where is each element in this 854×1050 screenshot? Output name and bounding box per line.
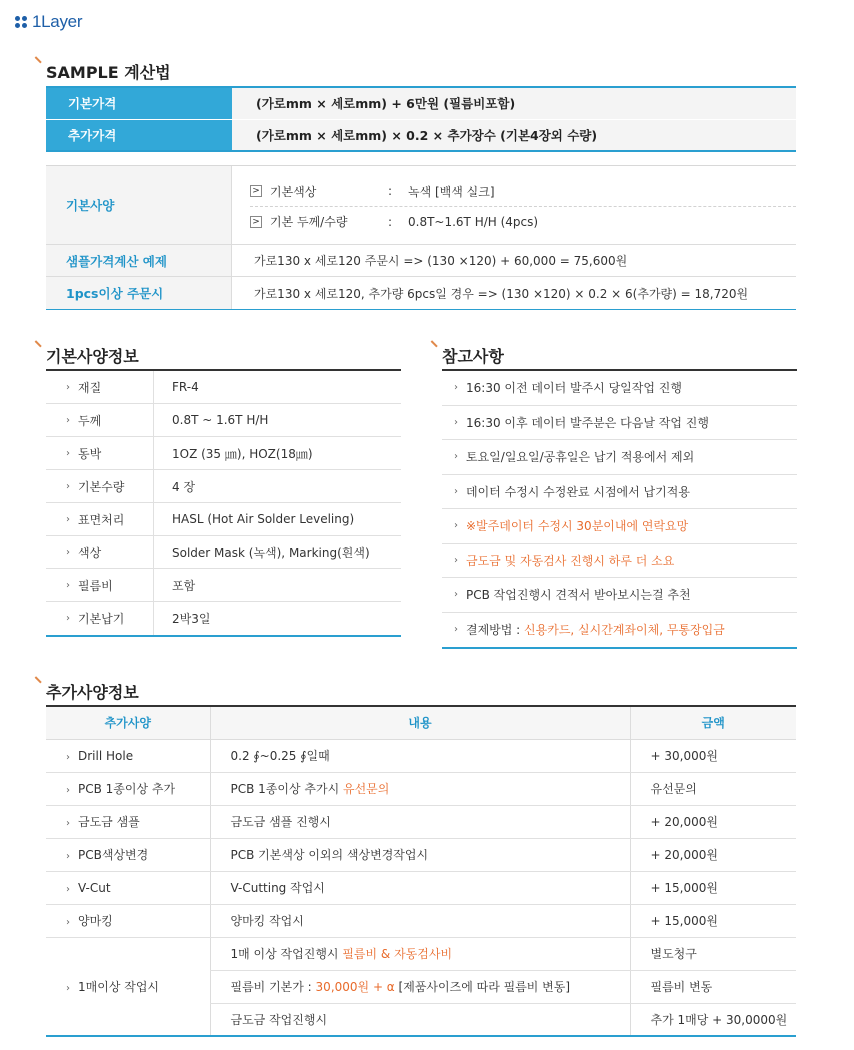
spec-key: 기본 두께/수량 — [270, 215, 348, 229]
basic-value: Solder Mask (녹색), Marking(흰색) — [172, 545, 370, 560]
table-row — [46, 245, 796, 277]
note-text-warning: 금도금 및 자동검사 진행시 하루 더 소요 — [466, 553, 675, 568]
chevron-right-icon: › — [454, 485, 458, 497]
option-price: + 30,000원 — [630, 739, 796, 772]
list-item — [442, 544, 797, 579]
option-price: 필름비 변동 — [630, 970, 796, 1003]
table-row — [46, 536, 401, 569]
chevron-right-icon: › — [66, 818, 70, 829]
spec-label: 기본사양 — [46, 166, 232, 244]
chevron-right-icon: › — [66, 917, 70, 928]
brand-title: 1Layer — [32, 12, 83, 31]
table-row — [46, 437, 401, 470]
column-header-content: 내용 — [210, 706, 630, 739]
option-content: 양마킹 작업시 — [210, 904, 630, 937]
chevron-right-icon: › — [66, 513, 70, 525]
note-text: 결제방법 : — [466, 623, 525, 638]
option-price: 추가 1매당 + 30,0000원 — [630, 1003, 796, 1036]
list-item — [442, 509, 797, 544]
section-title-notes: 참고사항 — [433, 344, 504, 367]
option-content-highlight: 유선문의 — [342, 782, 390, 796]
chevron-right-icon: › — [66, 381, 70, 393]
table-row — [46, 904, 796, 937]
chevron-right-icon: › — [454, 451, 458, 463]
list-item — [442, 371, 797, 406]
chevron-right-icon: › — [66, 414, 70, 426]
chevron-right-icon: › — [454, 520, 458, 532]
additional-options-table — [46, 705, 796, 1037]
spec-value: 녹색 [백색 실크] — [408, 184, 495, 199]
option-content: 1매 이상 작업진행시 — [230, 947, 343, 961]
chevron-right-icon: › — [66, 480, 70, 492]
spec-sep: : — [388, 214, 393, 229]
note-text: 16:30 이후 데이터 발주분은 다음날 작업 진행 — [466, 415, 709, 430]
section-title-additional: 추가사양정보 — [37, 680, 139, 703]
price-label: 추가가격 — [46, 119, 232, 151]
option-price: 별도청구 — [630, 937, 796, 970]
table-row — [46, 937, 796, 970]
list-item — [442, 613, 797, 648]
basic-key: 재질 — [78, 380, 102, 395]
option-name: V-Cut — [78, 880, 111, 895]
list-item — [442, 578, 797, 613]
option-price: + 15,000원 — [630, 904, 796, 937]
basic-key: 표면처리 — [78, 512, 125, 527]
note-text-warning: ※발주데이터 수정시 30분이내에 연락요망 — [466, 519, 689, 534]
chevron-right-icon: › — [66, 785, 70, 796]
spec-key: 기본색상 — [270, 184, 317, 199]
multi-order-value: 가로130 x 세로120, 추가량 6pcs일 경우 => (130 ×120) × 0.2 × 6(추가량) = 18,720원 — [254, 286, 749, 301]
table-row — [46, 503, 401, 536]
example-value: 가로130 x 세로120 주문시 => (130 ×120) + 60,000 = 75,600원 — [254, 254, 628, 268]
option-name: PCB색상변경 — [78, 848, 149, 862]
option-price: 유선문의 — [630, 772, 796, 805]
option-content-tail: [제품사이즈에 따라 필름비 변동] — [394, 980, 571, 994]
arrow-box-icon: > — [250, 185, 262, 197]
table-row — [46, 470, 401, 503]
chevron-right-icon: › — [66, 851, 70, 862]
table-row — [46, 404, 401, 437]
list-item — [442, 406, 797, 441]
basic-spec-table — [46, 369, 401, 637]
table-row — [46, 569, 401, 602]
table-row — [46, 602, 401, 635]
payment-methods: 신용카드, 실시간계좌이체, 무통장입금 — [524, 623, 725, 638]
chevron-right-icon: › — [66, 982, 70, 994]
column-header-price: 금액 — [630, 706, 796, 739]
list-item — [442, 440, 797, 475]
basic-key: 필름비 — [78, 578, 113, 593]
spec-line — [250, 206, 796, 236]
table-row — [46, 805, 796, 838]
basic-value: 1OZ (35 ㎛), HOZ(18㎛) — [172, 446, 313, 461]
option-price: + 20,000원 — [630, 838, 796, 871]
note-text: 데이터 수정시 수정완료 시점에서 납기적용 — [466, 484, 690, 499]
table-row — [46, 739, 796, 772]
note-text: 토요일/일요일/공휴일은 납기 적용에서 제외 — [466, 450, 695, 465]
table-header-row — [46, 706, 796, 739]
notes-list — [442, 369, 797, 649]
chevron-right-icon: › — [66, 546, 70, 558]
chevron-right-icon: › — [66, 613, 70, 624]
arrow-box-icon: > — [250, 216, 262, 228]
basic-key: 색상 — [78, 545, 102, 560]
dots-icon — [15, 16, 27, 28]
spec-line — [250, 176, 796, 206]
option-content: 0.2 ∮~0.25 ∮일때 — [210, 739, 630, 772]
table-row — [46, 838, 796, 871]
column-header-option: 추가사양 — [46, 706, 210, 739]
table-row — [46, 371, 401, 404]
option-name: 금도금 샘플 — [78, 815, 140, 829]
chevron-right-icon: › — [454, 382, 458, 394]
chevron-right-icon: › — [66, 751, 70, 763]
brand-header — [15, 12, 82, 32]
spec-value: 0.8T~1.6T H/H (4pcs) — [408, 214, 539, 229]
chevron-right-icon: › — [454, 416, 458, 428]
spec-sep: : — [388, 184, 393, 198]
basic-value: HASL (Hot Air Solder Leveling) — [172, 512, 355, 526]
option-content: 금도금 작업진행시 — [210, 1003, 630, 1036]
chevron-right-icon: › — [454, 554, 458, 566]
option-name: PCB 1종이상 추가 — [78, 782, 176, 796]
section-title-sample: SAMPLE 계산법 — [37, 60, 171, 83]
option-name: Drill Hole — [78, 748, 134, 763]
chevron-right-icon: › — [66, 447, 70, 459]
basic-key: 동박 — [78, 446, 102, 461]
multi-order-label: 1pcs이상 주문시 — [46, 277, 232, 309]
basic-key: 기본수량 — [78, 479, 125, 494]
spec-lines — [232, 166, 796, 244]
chevron-right-icon: › — [454, 624, 458, 636]
table-row — [46, 277, 796, 309]
basic-value: 포함 — [172, 578, 196, 593]
option-content: 금도금 샘플 진행시 — [210, 805, 630, 838]
table-row — [46, 772, 796, 805]
option-name: 1매이상 작업시 — [78, 979, 160, 994]
price-label: 기본가격 — [46, 87, 232, 119]
price-value: (가로mm × 세로mm) + 6만원 (필름비포함) — [232, 87, 796, 119]
basic-value: FR-4 — [172, 380, 199, 394]
price-value: (가로mm × 세로mm) × 0.2 × 추가장수 (기본4장외 수량) — [232, 119, 796, 151]
list-item — [442, 475, 797, 510]
chevron-right-icon: › — [66, 579, 70, 591]
note-text: PCB 작업진행시 견적서 받아보시는걸 추천 — [466, 588, 691, 603]
table-row — [46, 871, 796, 904]
note-text: 16:30 이전 데이터 발주시 당일작업 진행 — [466, 381, 682, 396]
chevron-right-icon: › — [454, 589, 458, 601]
basic-key: 기본납기 — [78, 612, 125, 626]
option-name: 양마킹 — [78, 914, 113, 928]
section-title-basic: 기본사양정보 — [37, 344, 139, 367]
option-price: + 15,000원 — [630, 871, 796, 904]
basic-value: 0.8T ~ 1.6T H/H — [172, 413, 269, 427]
sample-price-table — [46, 86, 796, 152]
basic-key: 두께 — [78, 413, 102, 428]
sample-spec-table — [46, 165, 796, 310]
option-content: V-Cutting 작업시 — [210, 871, 630, 904]
basic-value: 2박3일 — [172, 612, 211, 626]
option-content-highlight: 필름비 & 자동검사비 — [342, 947, 453, 961]
option-content: 필름비 기본가 : — [230, 980, 316, 994]
table-row — [46, 87, 796, 119]
option-price: + 20,000원 — [630, 805, 796, 838]
option-content: PCB 1종이상 추가시 — [230, 782, 343, 796]
table-row — [46, 119, 796, 151]
basic-value: 4 장 — [172, 479, 196, 494]
example-label: 샘플가격계산 예제 — [46, 245, 232, 276]
chevron-right-icon: › — [66, 883, 70, 895]
option-content: PCB 기본색상 이외의 색상변경작업시 — [210, 838, 630, 871]
table-row — [46, 166, 796, 245]
option-content-highlight: 30,000원 + α — [315, 980, 395, 994]
